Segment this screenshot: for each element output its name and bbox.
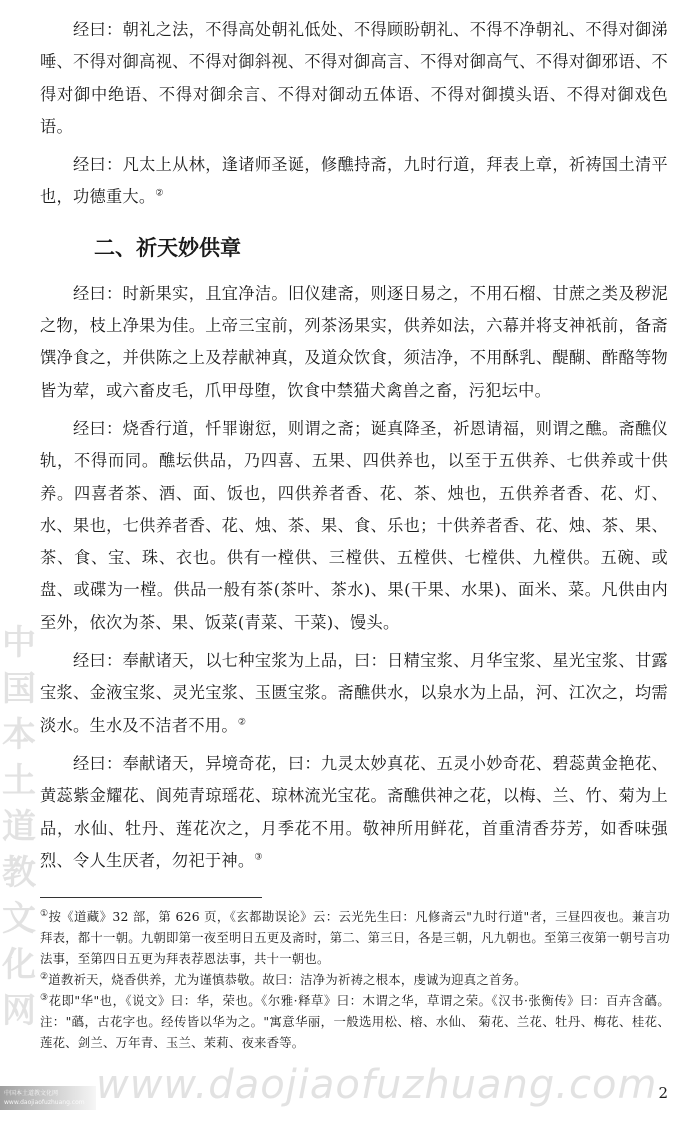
footnote-2-text: 道教祈天，烧香供养，尤为谨慎恭敬。故曰：洁净为祈祷之根本，虔诚为迎真之首务。 [48, 972, 527, 987]
paragraph-5-text: 经曰：奉献诸天，以七种宝浆为上品，曰：日精宝浆、月华宝浆、星光宝浆、甘露宝浆、金液宝浆、灵光宝浆、玉匮宝浆。斋醮供水，以泉水为上品，河、江次之，均需淡水。生水及不洁者不用。 [40, 651, 668, 735]
footnote-1-text: 按《道藏》32 部，第 626 页，《玄都勘误论》云：云光先生曰：凡修斋云"九时行道"者，三昼四夜也。兼言功拜表，都十一朝。九朝即第一夜至明日五更及斋时，第二、第三日，各是三朝，凡九朝也。至第三夜第一朝号言功法事，至第四日五更为拜表荐恩法事，共十一朝也。 [40, 909, 670, 966]
page-number: 2 [658, 1084, 668, 1102]
footnote-divider [40, 897, 262, 898]
paragraph-2 [40, 149, 668, 214]
paragraph-3 [40, 278, 668, 407]
paragraph-1 [40, 14, 668, 143]
main-content [40, 14, 668, 877]
paragraph-6 [40, 748, 668, 877]
footnote-1-mark: ① [40, 908, 49, 919]
footnote-1 [40, 906, 670, 969]
footnote-3-text: 花即"华"也，《说文》曰：华，荣也。《尔雅·释草》曰：木谓之华，草谓之荣。《汉书·张衡传》曰：百卉含蘤。注："蘤，古花字也。经传皆以华为之。"寓意华丽，一般选用松、榕、水仙、 菊花、兰花、牡丹、梅花、桂花、莲花、剑兰、万年青、玉兰、茉莉、夜来香等。 [40, 993, 670, 1050]
footnote-3-mark: ③ [40, 992, 49, 1003]
footnote-ref-5[interactable]: ② [237, 717, 247, 728]
footnotes-section [40, 906, 670, 1053]
paragraph-4-text: 经曰：烧香行道，忏罪谢愆，则谓之斋；诞真降圣，祈恩请福，则谓之醮。斋醮仪轨，不得而同。醮坛供品，乃四喜、五果、四供养也，以至于五供养、七供养或十供养。四喜者茶、酒、面、饭也，四供养者香、花、茶、烛也，五供养者香、花、灯、水、果也，七供养者香、花、烛、茶、果、食、乐也；十供养者香、花、烛、茶、果、茶、食、宝、珠、衣也。供有一樘供、三樘供、五樘供、七樘供、九樘供。五碗、或盘、或碟为一樘。供品一般有茶(茶叶、茶水)、果(干果、水果)、面米、菜。凡供由内至外，依次为茶、果、饭菜(青菜、干菜)、馒头。 [40, 418, 668, 632]
footnote-3 [40, 990, 670, 1053]
paragraph-1-text: 经曰：朝礼之法，不得高处朝礼低处、不得顾盼朝礼、不得不净朝礼、不得对御涕唾、不得对御高视、不得对御斜视、不得对御高言、不得对御高气、不得对御邪语、不得对御中绝语、不得对御余言、不得对御动五体语、不得对御摸头语、不得对御戏色语。 [40, 20, 668, 136]
paragraph-6-text: 经曰：奉献诸天，异境奇花，曰：九灵太妙真花、五灵小妙奇花、碧蕊黄金艳花、黄蕊紫金耀花、阆苑青琼瑶花、琼林流光宝花。斋醮供神之花，以梅、兰、竹、菊为上品，水仙、牡丹、莲花次之，月季花不用。敬神所用鲜花，首重清香芬芳，如香味强烈、令人生厌者，勿祀于神。 [40, 753, 668, 870]
footnote-ref-2[interactable]: ② [155, 189, 164, 200]
watermark-vertical-text: 中国本土道教文化网 [2, 623, 36, 1031]
footnote-2 [40, 969, 670, 990]
section-heading: 二、祈天妙供章 [94, 235, 241, 260]
paragraph-4 [40, 413, 668, 639]
footnote-2-mark: ② [40, 971, 49, 982]
watermark-url: www.daojiaofuzhuang.com [96, 1062, 658, 1108]
footnote-ref-6[interactable]: ③ [254, 852, 263, 863]
paragraph-5 [40, 645, 668, 742]
paragraph-3-text: 经曰：时新果实，且宜净洁。旧仪建斋，则逐日易之，不用石榴、甘蔗之类及秽泥之物，枝上净果为佳。上帝三宝前，列茶汤果实，供养如法，六幕并将支神祇前，备斋馔净食之，并供陈之上及荐献神真，及道众饮食，须洁净，不用酥乳、醍醐、酢酪等物皆为荤，或六畜皮毛，爪甲母堕，饮食中禁猫犬禽兽之畜，污犯坛中。 [40, 283, 668, 400]
watermark-strip: 中国本土道教文化网 www.daojiaofuzhuang.com [0, 1086, 96, 1110]
paragraph-2-text: 经曰：凡太上从林，逢诸师圣诞，修醮持斋，九时行道，拜表上章，祈祷国土清平也，功德重大。 [40, 155, 668, 207]
